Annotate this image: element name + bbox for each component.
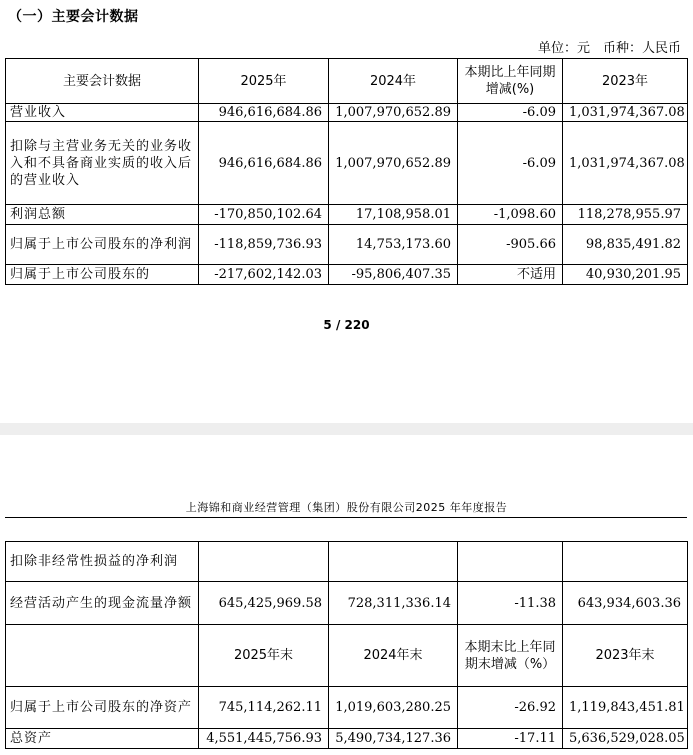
header-2025-end: 2025年末	[199, 625, 329, 687]
cell-2023: 643,934,603.36	[563, 582, 688, 625]
cell-change: -26.92	[458, 687, 563, 729]
cell-2024: 17,108,958.01	[329, 205, 458, 225]
cell-2025: 4,551,445,756.93	[199, 729, 329, 749]
cell-2025: -170,850,102.64	[199, 205, 329, 225]
header-change-end: 本期末比上年同期末增减（%）	[458, 625, 563, 687]
header-2024: 2024年	[329, 59, 458, 104]
table-row	[6, 729, 688, 749]
cell-change: -17.11	[458, 729, 563, 749]
table-row	[6, 122, 688, 205]
row-label: 归属于上市公司股东的	[6, 265, 199, 285]
cell-2023: 1,031,974,367.08	[563, 122, 688, 205]
cell-2024: 728,311,336.14	[329, 582, 458, 625]
cell-2025: 745,114,262.11	[199, 687, 329, 729]
unit-currency-note: 单位：元 币种：人民币	[537, 41, 681, 56]
cell-2024: 1,007,970,652.89	[329, 104, 458, 122]
row-label: 利润总额	[6, 205, 199, 225]
cell-2025	[199, 542, 329, 582]
cell-2024: -95,806,407.35	[329, 265, 458, 285]
cell-2024: 1,019,603,280.25	[329, 687, 458, 729]
cell-2025: 645,425,969.58	[199, 582, 329, 625]
row-label: 营业收入	[6, 104, 199, 122]
table-row	[6, 225, 688, 265]
row-label: 归属于上市公司股东的净利润	[6, 225, 199, 265]
cell-2025: -217,602,142.03	[199, 265, 329, 285]
row-label: 扣除与主营业务无关的业务收入和不具备商业实质的收入后的营业收入	[6, 122, 199, 205]
section-title: （一）主要会计数据	[8, 9, 139, 25]
cell-2023: 40,930,201.95	[563, 265, 688, 285]
cell-change: -6.09	[458, 104, 563, 122]
cell-2023: 98,835,491.82	[563, 225, 688, 265]
page-break-gap	[0, 423, 693, 435]
cell-2023	[563, 542, 688, 582]
cell-2025: -118,859,736.93	[199, 225, 329, 265]
table-header-row	[6, 625, 688, 687]
header-2025: 2025年	[199, 59, 329, 104]
table-row	[6, 582, 688, 625]
table-row	[6, 687, 688, 729]
row-label: 经营活动产生的现金流量净额	[6, 582, 199, 625]
header-2023: 2023年	[563, 59, 688, 104]
cell-change: -11.38	[458, 582, 563, 625]
cell-2025: 946,616,684.86	[199, 122, 329, 205]
header-item: 主要会计数据	[6, 59, 199, 104]
cell-2024: 5,490,734,127.36	[329, 729, 458, 749]
table-row	[6, 265, 688, 285]
row-label: 总资产	[6, 729, 199, 749]
header-item	[6, 625, 199, 687]
cell-change	[458, 542, 563, 582]
page-number: 5 / 220	[323, 318, 370, 332]
table-row	[6, 542, 688, 582]
cell-change: -1,098.60	[458, 205, 563, 225]
header-rule	[5, 517, 687, 518]
cell-change: -6.09	[458, 122, 563, 205]
cell-2023: 1,119,843,451.81	[563, 687, 688, 729]
cell-change: 不适用	[458, 265, 563, 285]
table-header-row	[6, 59, 688, 104]
cell-2023: 118,278,955.97	[563, 205, 688, 225]
row-label: 归属于上市公司股东的净资产	[6, 687, 199, 729]
row-label: 扣除非经常性损益的净利润	[6, 542, 199, 582]
header-2023-end: 2023年末	[563, 625, 688, 687]
cell-2024: 14,753,173.60	[329, 225, 458, 265]
cell-2023: 1,031,974,367.08	[563, 104, 688, 122]
accounting-data-table-continued	[5, 541, 688, 749]
header-2024-end: 2024年末	[329, 625, 458, 687]
header-change: 本期比上年同期增减(%)	[458, 59, 563, 104]
accounting-data-table	[5, 58, 688, 285]
cell-2024: 1,007,970,652.89	[329, 122, 458, 205]
cell-2024	[329, 542, 458, 582]
table-row	[6, 104, 688, 122]
cell-2023: 5,636,529,028.05	[563, 729, 688, 749]
report-running-head: 上海锦和商业经营管理（集团）股份有限公司2025 年年度报告	[185, 501, 508, 514]
cell-2025: 946,616,684.86	[199, 104, 329, 122]
cell-change: -905.66	[458, 225, 563, 265]
table-row	[6, 205, 688, 225]
